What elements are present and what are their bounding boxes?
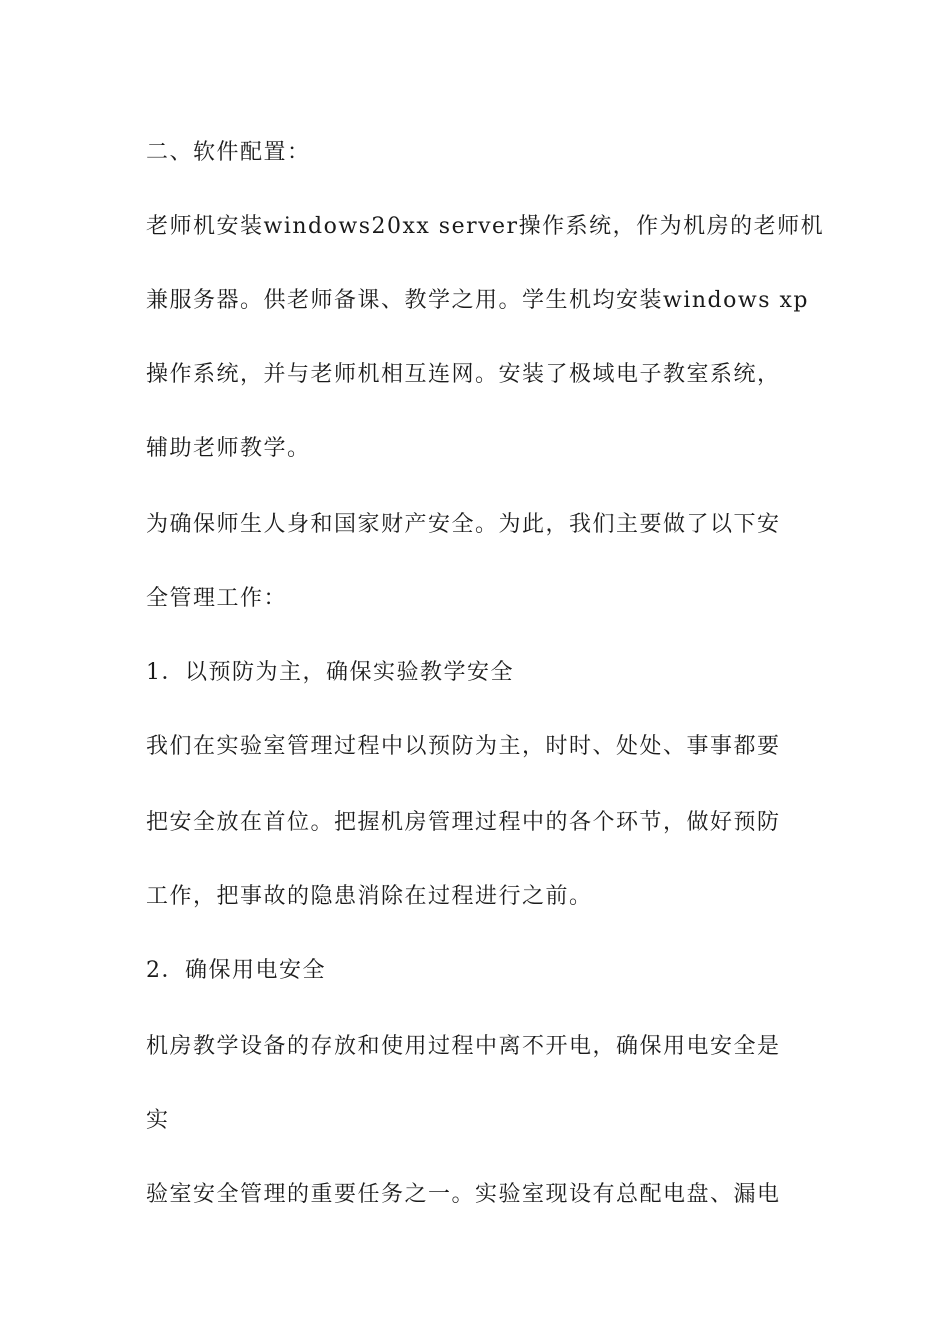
- paragraph-line: 为确保师生人身和国家财产安全。为此，我们主要做了以下安: [146, 512, 781, 537]
- paragraph-line: 兼服务器。供老师备课、教学之用。学生机均安装windows xp: [146, 288, 809, 313]
- paragraph-line: 实: [146, 1108, 170, 1133]
- subheading-electrical-safety: 2．确保用电安全: [146, 958, 326, 983]
- paragraph-line: 全管理工作：: [146, 586, 288, 611]
- paragraph-line: 验室安全管理的重要任务之一。实验室现设有总配电盘、漏电: [146, 1182, 781, 1207]
- paragraph-line: 工作，把事故的隐患消除在过程进行之前。: [146, 884, 593, 909]
- paragraph-line: 机房教学设备的存放和使用过程中离不开电，确保用电安全是: [146, 1034, 781, 1059]
- paragraph-line: 老师机安装windows20xx server操作系统，作为机房的老师机: [146, 214, 825, 239]
- section-heading-software-config: 二、软件配置：: [146, 140, 311, 165]
- paragraph-line: 操作系统，并与老师机相互连网。安装了极域电子教室系统，: [146, 362, 781, 387]
- paragraph-line: 把安全放在首位。把握机房管理过程中的各个环节，做好预防: [146, 810, 781, 835]
- paragraph-line: 辅助老师教学。: [146, 436, 311, 461]
- paragraph-line: 我们在实验室管理过程中以预防为主，时时、处处、事事都要: [146, 734, 781, 759]
- subheading-prevention: 1．以预防为主，确保实验教学安全: [146, 660, 514, 685]
